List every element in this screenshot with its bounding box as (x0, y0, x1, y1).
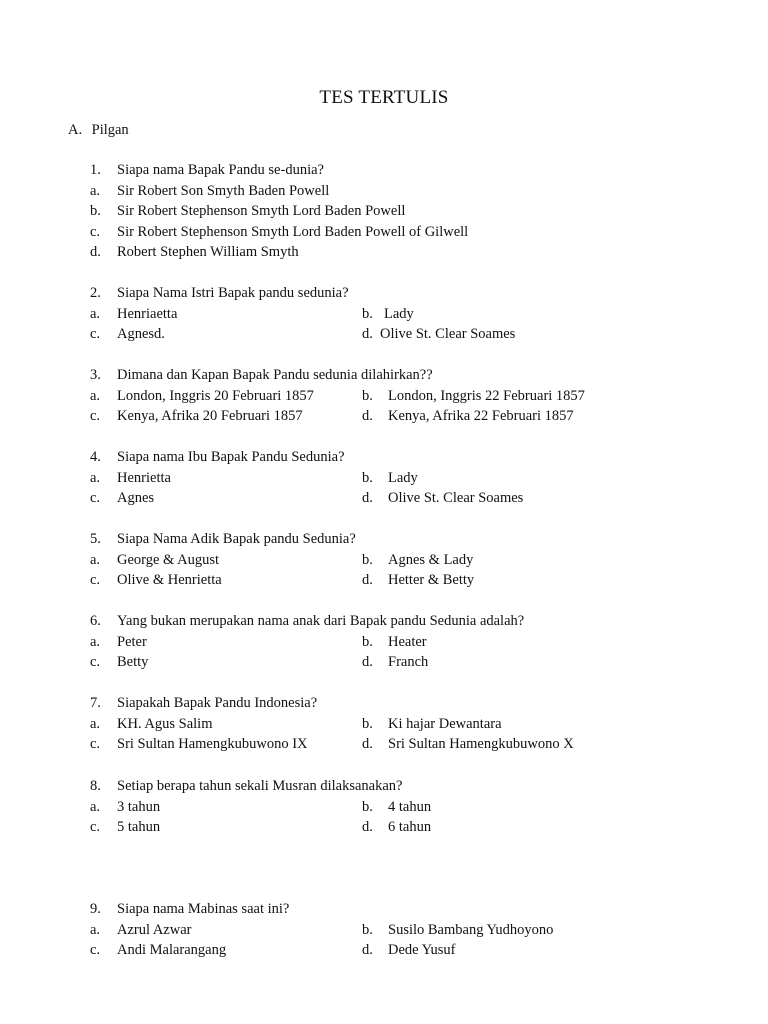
option-d-text: Dede Yusuf (388, 942, 456, 959)
section-letter: A. (68, 122, 83, 138)
option-row-ab: a. London, Inggris 20 Februari 1857 b. London, Inggris 22 Februari 1857 (90, 386, 710, 407)
option-c-text: Sri Sultan Hamengkubuwono IX (117, 736, 308, 753)
option-a-text: 3 tahun (117, 798, 161, 815)
option-row-cd: c. Agnesd. d. Olive St. Clear Soames (90, 324, 710, 345)
option-row-ab: a. George & August b. Agnes & Lady (90, 550, 710, 571)
option-row-cd: c. Agnes d. Olive St. Clear Soames (90, 488, 710, 509)
option-a-text: Azrul Azwar (117, 921, 192, 938)
question-number: 7. (90, 695, 101, 711)
option-a-text: George & August (117, 551, 220, 568)
option-c-text: Kenya, Afrika 20 Februari 1857 (117, 408, 303, 425)
option-b-text: London, Inggris 22 Februari 1857 (388, 387, 585, 404)
option-c: c. Sir Robert Stephenson Smyth Lord Baden Powell of Gilwell (90, 222, 710, 243)
option-row-cd: c. Sri Sultan Hamengkubuwono IX d. Sri Sultan Hamengkubuwono X (90, 734, 710, 755)
option-row-ab: a. Azrul Azwar b. Susilo Bambang Yudhoyono (90, 920, 710, 941)
question-text: Siapa nama Ibu Bapak Pandu Sedunia? (117, 449, 345, 465)
option-b-text: 4 tahun (388, 798, 432, 815)
option-d: d. Robert Stephen William Smyth (90, 242, 710, 263)
option-row-ab: a. Henrietta b. Lady (90, 468, 710, 489)
option-a-text: KH. Agus Salim (117, 715, 213, 732)
question-number: 5. (90, 531, 101, 547)
option-c-text: 5 tahun (117, 819, 161, 836)
option-a-text: Henrietta (117, 469, 171, 486)
question-text: Siapa Nama Adik Bapak pandu Sedunia? (117, 531, 356, 547)
option-text: Sir Robert Stephenson Smyth Lord Baden Powell of Gilwell (117, 223, 469, 240)
option-c-text: Olive & Henrietta (117, 572, 222, 589)
option-c-text: Agnesd. (117, 326, 165, 343)
question-number: 8. (90, 778, 101, 794)
option-text: Sir Robert Stephenson Smyth Lord Baden Powell (117, 203, 406, 220)
question-number: 6. (90, 613, 101, 629)
option-text: Sir Robert Son Smyth Baden Powell (117, 182, 330, 199)
option-a: a. Sir Robert Son Smyth Baden Powell (90, 181, 710, 202)
option-b-text: Lady (384, 305, 414, 322)
section-label: Pilgan (91, 122, 129, 138)
option-b: b. Sir Robert Stephenson Smyth Lord Baden Powell (90, 201, 710, 222)
option-d-text: Kenya, Afrika 22 Februari 1857 (388, 408, 574, 425)
option-text: Robert Stephen William Smyth (117, 244, 299, 261)
question-5 (90, 529, 710, 591)
option-c-text: Andi Malarangang (117, 942, 227, 959)
option-row-cd: c. Kenya, Afrika 20 Februari 1857 d. Kenya, Afrika 22 Februari 1857 (90, 406, 710, 427)
question-number: 2. (90, 285, 101, 301)
option-d-text: 6 tahun (388, 819, 432, 836)
section-heading (68, 122, 129, 139)
question-text: Siapa nama Bapak Pandu se-dunia? (117, 162, 324, 178)
option-b-text: Susilo Bambang Yudhoyono (388, 921, 554, 938)
question-text: Siapa Nama Istri Bapak pandu sedunia? (117, 285, 349, 301)
question-text: Dimana dan Kapan Bapak Pandu sedunia dilahirkan?? (117, 367, 433, 383)
option-row-cd: c. Olive & Henrietta d. Hetter & Betty (90, 570, 710, 591)
question-text: Siapakah Bapak Pandu Indonesia? (117, 695, 318, 711)
option-a-text: Peter (117, 633, 147, 650)
question-number: 3. (90, 367, 101, 383)
option-row-cd: c. 5 tahun d. 6 tahun (90, 817, 710, 838)
question-6 (90, 611, 710, 673)
option-row-ab: a. Peter b. Heater (90, 632, 710, 653)
option-b-text: Lady (388, 469, 418, 486)
question-number: 4. (90, 449, 101, 465)
question-3 (90, 365, 710, 427)
option-d-text: Franch (388, 654, 429, 671)
question-1 (90, 160, 710, 263)
question-number: 9. (90, 901, 101, 917)
option-a-text: London, Inggris 20 Februari 1857 (117, 387, 314, 404)
option-c-text: Betty (117, 654, 149, 671)
page-title: TES TERTULIS (319, 87, 449, 108)
option-d-text: Olive St. Clear Soames (380, 326, 516, 343)
question-text: Siapa nama Mabinas saat ini? (117, 901, 290, 917)
option-row-cd: c. Betty d. Franch (90, 652, 710, 673)
option-row-ab: a. 3 tahun b. 4 tahun (90, 797, 710, 818)
option-d-text: Olive St. Clear Soames (388, 490, 524, 507)
option-row-cd: c. Andi Malarangang d. Dede Yusuf (90, 940, 710, 961)
option-d-text: Sri Sultan Hamengkubuwono X (388, 736, 574, 753)
question-2 (90, 283, 710, 345)
option-row-ab: a. Henriaetta b. Lady (90, 304, 710, 325)
question-text: Setiap berapa tahun sekali Musran dilaksanakan? (117, 778, 403, 794)
option-b-text: Agnes & Lady (388, 551, 474, 568)
question-7 (90, 693, 710, 755)
question-number: 1. (90, 162, 101, 178)
question-9 (90, 899, 710, 961)
option-c-text: Agnes (117, 490, 155, 507)
option-d-text: Hetter & Betty (388, 572, 475, 589)
question-4 (90, 447, 710, 509)
question-8 (90, 776, 710, 838)
option-b-text: Ki hajar Dewantara (388, 715, 502, 732)
question-text: Yang bukan merupakan nama anak dari Bapak pandu Sedunia adalah? (117, 613, 525, 629)
option-row-ab: a. KH. Agus Salim b. Ki hajar Dewantara (90, 714, 710, 735)
option-a-text: Henriaetta (117, 305, 178, 322)
option-b-text: Heater (388, 633, 427, 650)
